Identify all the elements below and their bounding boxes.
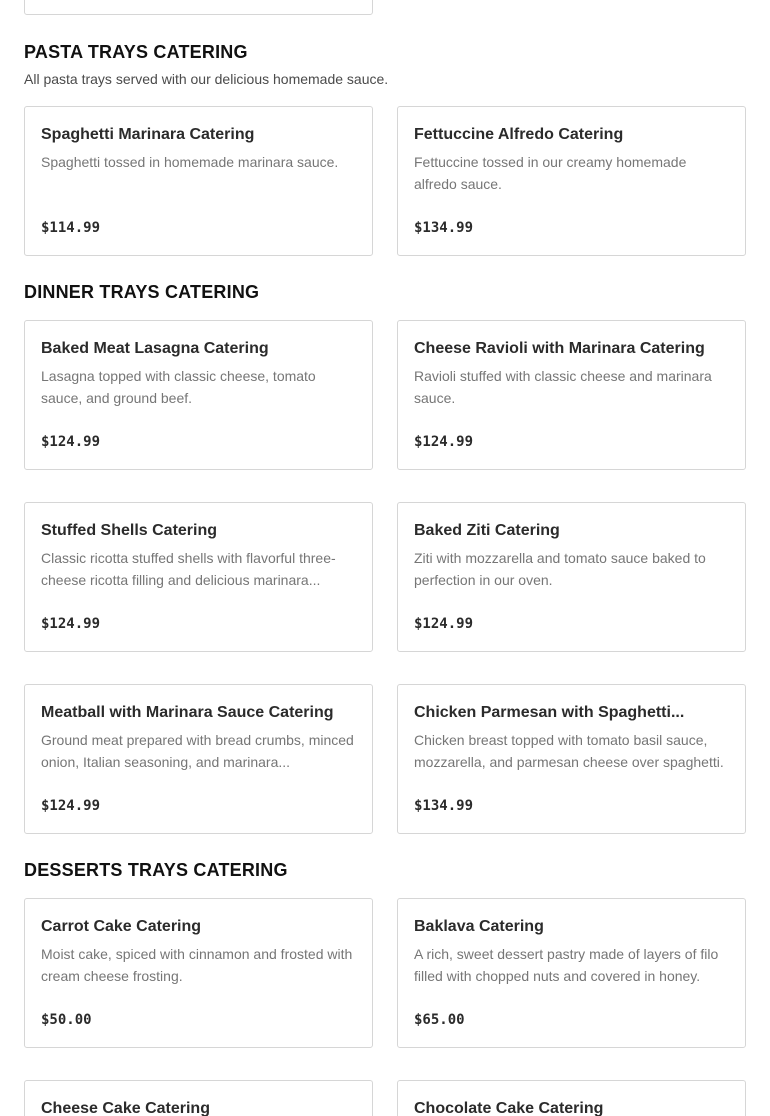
- menu-item-card[interactable]: [24, 684, 373, 834]
- menu-item-price: $124.99: [41, 434, 101, 450]
- menu-item-description: Ziti with mozzarella and tomato sauce baked to perfection in our oven.: [414, 550, 706, 588]
- menu-item-description: Moist cake, spiced with cinnamon and frosted with cream cheese frosting.: [41, 946, 353, 984]
- section-title-desserts: DESSERTS TRAYS CATERING: [24, 860, 288, 880]
- menu-item-card[interactable]: [397, 320, 746, 470]
- menu-item-name: Baked Meat Lasagna Catering: [41, 340, 269, 357]
- menu-item-description: Lasagna topped with classic cheese, tomato sauce, and ground beef.: [41, 368, 316, 406]
- menu-item-name: Fettuccine Alfredo Catering: [414, 126, 624, 143]
- menu-item-card[interactable]: [397, 106, 746, 256]
- menu-item-card[interactable]: [397, 1080, 746, 1116]
- menu-item-description: Fettuccine tossed in our creamy homemade alfredo sauce.: [414, 154, 687, 192]
- menu-item-price: $65.00: [414, 1012, 465, 1028]
- menu-item-card[interactable]: [397, 684, 746, 834]
- menu-item-description: A rich, sweet dessert pastry made of layers of filo filled with chopped nuts and covered in honey.: [414, 946, 719, 984]
- menu-item-price: $50.00: [41, 1012, 92, 1028]
- menu-item-price: $124.99: [41, 616, 101, 632]
- menu-item-name: Chicken Parmesan with Spaghetti...: [414, 704, 685, 721]
- menu-item-name: Baked Ziti Catering: [414, 522, 560, 539]
- menu-item-name: Cheese Cake Catering: [41, 1100, 210, 1116]
- menu-item-card[interactable]: [24, 106, 373, 256]
- section-title-pasta: PASTA TRAYS CATERING: [24, 42, 248, 62]
- menu-item-card[interactable]: [397, 898, 746, 1048]
- menu-item-card[interactable]: [397, 502, 746, 652]
- menu-item-card[interactable]: [24, 1080, 373, 1116]
- section-title-dinner: DINNER TRAYS CATERING: [24, 282, 260, 302]
- menu-item-name: Meatball with Marinara Sauce Catering: [41, 704, 334, 721]
- menu-item-name: Chocolate Cake Catering: [414, 1100, 604, 1116]
- menu-item-price: $124.99: [41, 798, 101, 814]
- menu-item-card[interactable]: [24, 502, 373, 652]
- menu-item-price: $114.99: [41, 220, 101, 236]
- menu-item-price: $134.99: [414, 220, 474, 236]
- menu-item-price: $124.99: [414, 434, 474, 450]
- menu-item-name: Carrot Cake Catering: [41, 918, 202, 935]
- menu-item-name: Spaghetti Marinara Catering: [41, 126, 255, 143]
- menu-item-card-partial[interactable]: [24, 0, 373, 15]
- menu-item-description: Chicken breast topped with tomato basil sauce, mozzarella, and parmesan cheese over spaghetti.: [414, 732, 724, 770]
- menu-item-price: $134.99: [414, 798, 474, 814]
- menu-item-description: Ravioli stuffed with classic cheese and marinara sauce.: [414, 368, 712, 406]
- menu-item-card[interactable]: [24, 898, 373, 1048]
- menu-item-name: Stuffed Shells Catering: [41, 522, 218, 539]
- menu-item-name: Baklava Catering: [414, 918, 544, 935]
- menu-item-description: Spaghetti tossed in homemade marinara sauce.: [41, 154, 339, 170]
- menu-item-card[interactable]: [24, 320, 373, 470]
- menu-item-name: Cheese Ravioli with Marinara Catering: [414, 340, 705, 357]
- menu-item-description: Ground meat prepared with bread crumbs, minced onion, Italian seasoning, and marinara...: [41, 732, 354, 770]
- menu-item-price: $124.99: [414, 616, 474, 632]
- section-subtitle-pasta: All pasta trays served with our delicious homemade sauce.: [24, 71, 389, 87]
- menu-item-description: Classic ricotta stuffed shells with flavorful three-cheese ricotta filling and delicious marinara...: [41, 550, 336, 588]
